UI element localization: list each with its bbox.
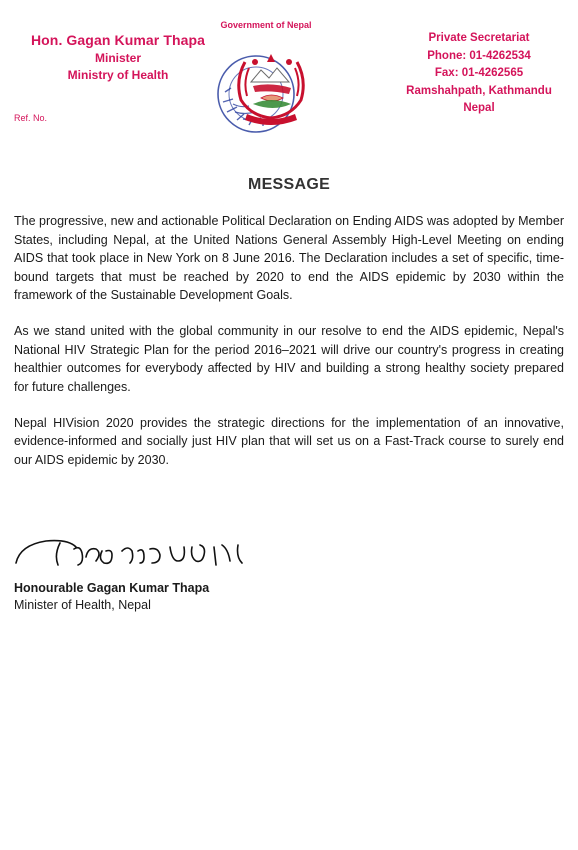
emblem-title: Government of Nepal [220, 20, 312, 30]
nepal-emblem-seal-icon [211, 32, 341, 137]
secretariat-label: Private Secretariat [428, 32, 530, 44]
handwritten-signature [10, 533, 280, 580]
message-paragraph: Nepal HIVision 2020 provides the strategic directions for the implementation of an innovative, evidence-informed and socially just HIV plan that will set us on a Fast-Track course to surely end our AIDS epidemic by 2030. [14, 415, 564, 467]
address-street: Ramshahpath, Kathmandu [406, 84, 552, 97]
government-emblem [211, 20, 341, 135]
ref-number-label: Ref. No. [14, 113, 48, 123]
message-paragraph: As we stand united with the global community in our resolve to end the AIDS epidemic, Nepal's National HIV Strategic Plan for the period 2016–2021 will drive our country's progress in creating healthier outcomes for everybody affected by HIV and building a strong healthy society prepared for future challenges. [14, 324, 564, 394]
ministry-name: Ministry of Health [67, 68, 169, 82]
signatory-name: Honourable Gagan Kumar Thapa [14, 581, 210, 595]
message-body [14, 212, 564, 487]
phone-number: Phone: 01-4262534 [427, 49, 531, 62]
letterhead-right [394, 30, 564, 118]
message-heading: MESSAGE [247, 176, 331, 193]
fax-number: Fax: 01-4262565 [434, 67, 524, 79]
signatory-designation: Minister of Health, Nepal [14, 598, 151, 612]
signature-icon [10, 533, 280, 575]
minister-name: Hon. Gagan Kumar Thapa [30, 32, 206, 48]
letterhead-left [18, 32, 218, 82]
minister-title: Minister [94, 51, 141, 65]
signatory-block [14, 580, 209, 614]
address-country: Nepal [463, 102, 495, 114]
message-paragraph: The progressive, new and actionable Political Declaration on Ending AIDS was adopted by Member States, including Nepal, at the United Nations General Assembly High-Level Meeting on ending AIDS that took place in New York on 8 June 2016. The Declaration includes a set of specific, time-bound targets that must be reached by 2020 to end the AIDS epidemic by 2030 within the framework of the Sustainable Development Goals. [14, 214, 564, 302]
